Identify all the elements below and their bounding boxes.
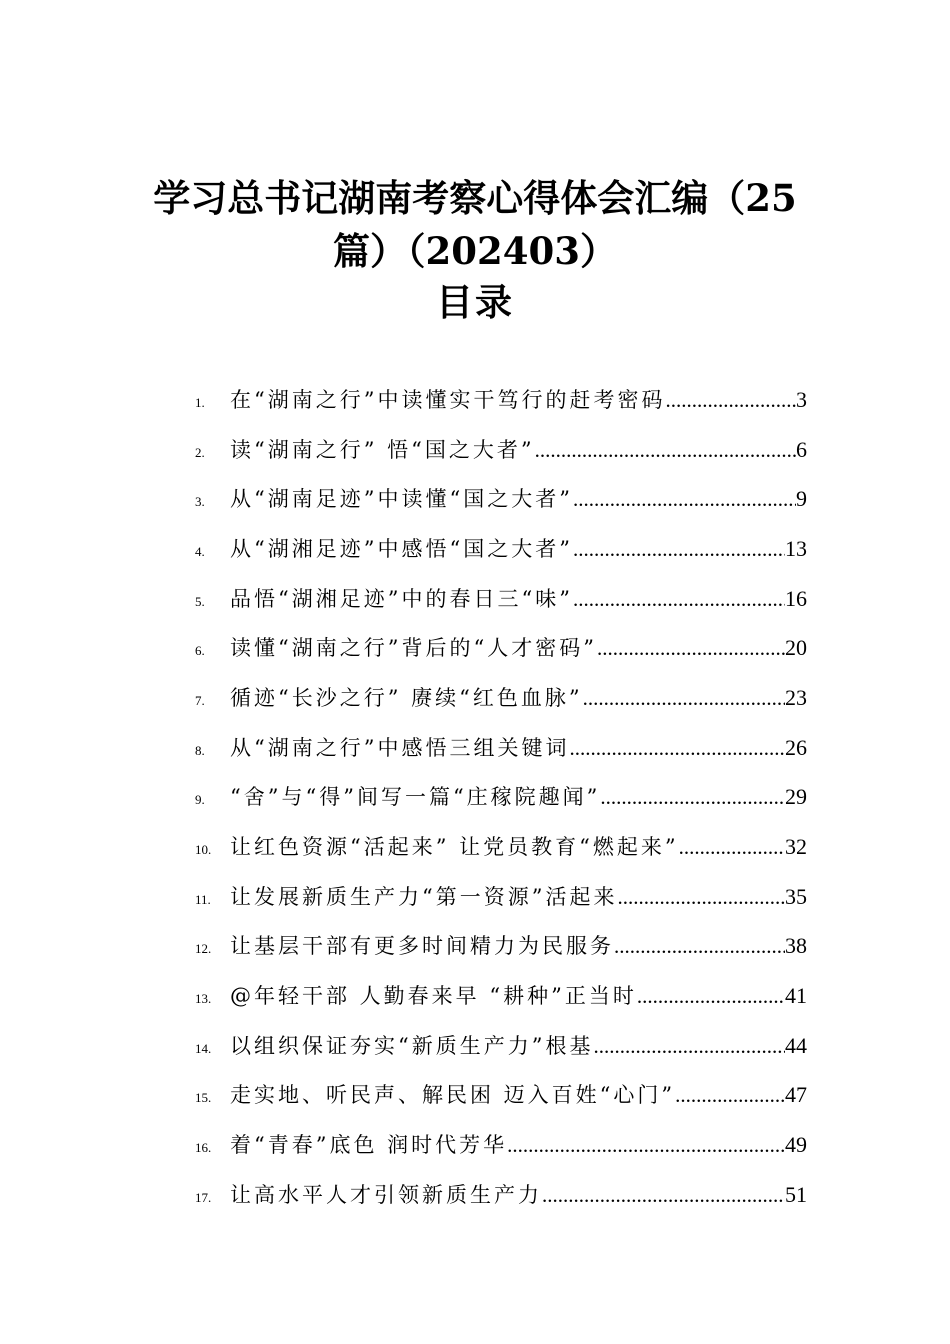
toc-entry-page-number: 13 [785,535,807,561]
toc-entry[interactable] [195,424,807,474]
document-title-line-2: 篇）（202403） [333,229,617,273]
toc-entry-page-number: 26 [785,734,807,760]
toc-entry-line [230,1030,807,1060]
toc-entry-page-number: 51 [785,1181,807,1207]
toc-entry-title: 读懂“湖南之行”背后的“人才密码” [230,636,597,661]
toc-entry-line [230,732,807,762]
toc-entry-number: 11. [195,891,211,907]
toc-entry-title: 让基层干部有更多时间精力为民服务 [230,934,614,959]
toc-entry-page-number: 3 [796,386,807,412]
toc-entry-number: 9. [195,792,205,808]
toc-entry-number: 4. [195,543,205,559]
toc-heading: 目录 [436,280,514,324]
toc-entry[interactable] [195,1020,807,1070]
toc-entry-title: 读“湖南之行” 悟“国之大者” [230,437,535,462]
toc-entry-page-number: 16 [785,585,807,611]
toc-entry-title: 让红色资源“活起来” 让党员教育“燃起来” [230,835,679,860]
toc-dot-leader [600,785,785,810]
toc-dot-leader [569,736,785,761]
toc-entry-line [230,533,807,563]
toc-entry-page-number: 41 [785,983,807,1009]
toc-entry-title: 着“青春”底色 润时代芳华 [230,1133,508,1158]
toc-entry-page-number: 6 [796,436,807,462]
toc-entry-line [230,831,807,861]
toc-entry[interactable] [195,523,807,573]
toc-entry-title: 从“湖南之行”中感悟三组关键词 [230,735,570,760]
toc-entry-number: 10. [195,842,212,858]
toc-entry-page-number: 35 [785,883,807,909]
toc-entry-page-number: 49 [785,1132,807,1158]
toc-dot-leader [573,587,785,612]
toc-dot-leader [535,438,796,463]
toc-entry-line [230,930,807,960]
toc-dot-leader [617,885,785,910]
toc-entry-number: 7. [195,692,205,708]
toc-entry-line [230,583,807,613]
toc-entry-number: 2. [195,444,205,460]
toc-entry-number: 5. [195,593,205,609]
toc-entry-line [230,1079,807,1109]
toc-entry-line [230,483,807,513]
toc-dot-leader [593,1034,785,1059]
toc-dot-leader [679,835,785,860]
toc-entry-page-number: 29 [785,784,807,810]
toc-entry-number: 6. [195,643,205,659]
toc-entry-title: 品悟“湖湘足迹”中的春日三“味” [230,586,573,611]
toc-dot-leader [665,388,796,413]
toc-entry-title: 循迹“长沙之行” 赓续“红色血脉” [230,685,583,710]
table-of-contents [195,374,807,1219]
toc-entry[interactable] [195,871,807,921]
toc-entry-title: @年轻干部 人勤春来早 “耕种”正当时 [230,984,637,1009]
toc-entry[interactable] [195,722,807,772]
toc-dot-leader [507,1133,785,1158]
toc-entry-line [230,781,807,811]
toc-entry-title: 从“湖南足迹”中读懂“国之大者” [230,487,573,512]
toc-dot-leader [597,636,785,661]
toc-entry-number: 12. [195,941,212,957]
toc-entry-line [230,632,807,662]
toc-entry-title: 从“湖湘足迹”中感悟“国之大者” [230,536,573,561]
toc-entry[interactable] [195,1169,807,1219]
toc-entry-title: 在“湖南之行”中读懂实干笃行的赶考密码 [230,387,666,412]
toc-entry-number: 15. [195,1090,212,1106]
toc-entry-page-number: 47 [785,1082,807,1108]
toc-entry[interactable] [195,672,807,722]
toc-entry-number: 17. [195,1189,212,1205]
toc-entry-number: 8. [195,742,205,758]
toc-dot-leader [583,686,785,711]
toc-entry-number: 13. [195,991,212,1007]
toc-dot-leader [675,1083,785,1108]
toc-entry-page-number: 20 [785,635,807,661]
toc-entry[interactable] [195,970,807,1020]
toc-entry-page-number: 9 [796,486,807,512]
toc-entry-line [230,1179,807,1209]
toc-entry-number: 14. [195,1040,212,1056]
toc-entry[interactable] [195,622,807,672]
toc-entry[interactable] [195,374,807,424]
toc-dot-leader [614,934,785,959]
toc-entry-line [230,1129,807,1159]
toc-dot-leader [573,487,796,512]
toc-entry[interactable] [195,473,807,523]
toc-dot-leader [573,537,785,562]
toc-entry[interactable] [195,573,807,623]
toc-entry-line [230,384,807,414]
document-title-line-1: 学习总书记湖南考察心得体会汇编（25 [153,176,797,220]
toc-entry-page-number: 23 [785,684,807,710]
toc-dot-leader [542,1183,785,1208]
toc-dot-leader [637,984,785,1009]
toc-entry-number: 3. [195,494,205,510]
toc-entry-title: 让发展新质生产力“第一资源”活起来 [230,884,618,909]
toc-entry[interactable] [195,1070,807,1120]
toc-entry-line [230,980,807,1010]
toc-entry-page-number: 38 [785,933,807,959]
toc-entry[interactable] [195,1119,807,1169]
toc-entry[interactable] [195,821,807,871]
toc-entry-title: “舍”与“得”间写一篇“庄稼院趣闻” [230,785,601,810]
toc-entry-page-number: 32 [785,834,807,860]
toc-entry-title: 让高水平人才引领新质生产力 [230,1182,542,1207]
toc-entry[interactable] [195,772,807,822]
toc-entry-title: 以组织保证夯实“新质生产力”根基 [230,1033,594,1058]
toc-entry-line [230,881,807,911]
toc-entry-title: 走实地、听民声、解民困 迈入百姓“心门” [230,1083,676,1108]
toc-entry-line [230,434,807,464]
toc-entry[interactable] [195,921,807,971]
toc-entry-line [230,682,807,712]
toc-entry-number: 16. [195,1140,212,1156]
toc-entry-page-number: 44 [785,1032,807,1058]
toc-entry-number: 1. [195,394,205,410]
